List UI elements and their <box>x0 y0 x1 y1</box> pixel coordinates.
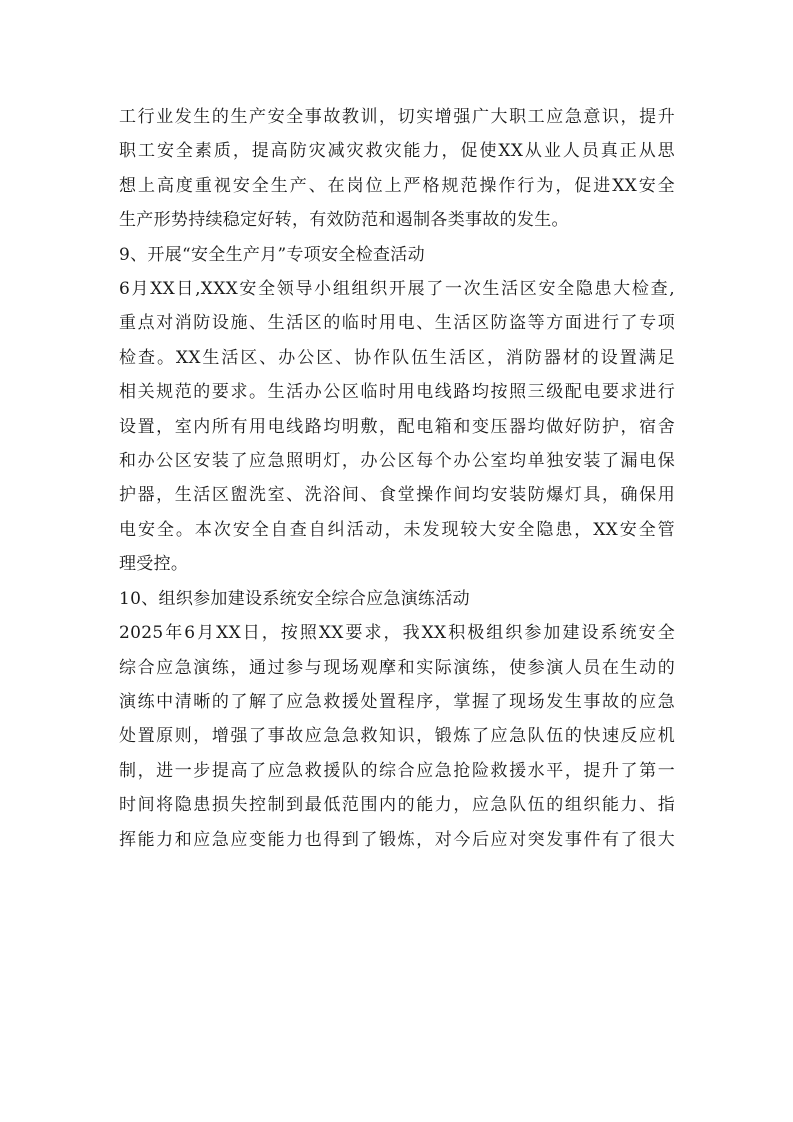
text-line: 生产形势持续稳定好转，有效防范和遏制各类事故的发生。 <box>119 210 569 231</box>
text-line: 护器，生活区盥洗室、洗浴间、食堂操作间均安装防爆灯具，确保用 <box>119 485 675 506</box>
text-line: 挥能力和应急应变能力也得到了锻炼，对今后应对突发事件有了很大 <box>119 829 675 850</box>
text-line: 2025年6月XX日，按照XX要求，我XX积极组织参加建设系统安全 <box>119 623 675 644</box>
text-line: 时间将隐患损失控制到最低范围内的能力，应急队伍的组织能力、指 <box>119 795 675 816</box>
text-line: 检查。XX生活区、办公区、协作队伍生活区，消防器材的设置满足 <box>119 347 675 368</box>
text-line: 工行业发生的生产安全事故教训，切实增强广大职工应急意识，提升 <box>119 107 675 127</box>
text-line: 6月XX日,XXX安全领导小组组织开展了一次生活区安全隐患大检查, <box>119 279 675 300</box>
text-line: 和办公区安装了应急照明灯，办公区每个办公室均单独安装了漏电保 <box>119 451 675 472</box>
text-line: 电安全。本次安全自查自纠活动，未发现较大安全隐患，XX安全管 <box>119 519 675 540</box>
text-line: 制，进一步提高了应急救援队的综合应急抢险救援水平，提升了第一 <box>119 760 675 781</box>
text-line: 理受控。 <box>119 554 189 575</box>
text-line: 设置，室内所有用电线路均明敷，配电箱和变压器均做好防护，宿舍 <box>119 416 675 437</box>
text-line: 处置原则，增强了事故应急急救知识，锻炼了应急队伍的快速反应机 <box>119 726 675 747</box>
section-heading-10: 10、组织参加建设系统安全综合应急演练活动 <box>119 588 470 609</box>
paragraph-continuation <box>119 100 675 238</box>
paragraph-section-9 <box>119 272 675 582</box>
section-heading-9: 9、开展“安全生产月”专项安全检查活动 <box>119 244 425 265</box>
text-line: 重点对消防设施、生活区的临时用电、生活区防盗等方面进行了专项 <box>119 313 675 334</box>
text-line: 演练中清晰的了解了应急救援处置程序，掌握了现场发生事故的应急 <box>119 691 675 712</box>
text-line: 想上高度重视安全生产、在岗位上严格规范操作行为，促进XX安全 <box>119 175 675 196</box>
document-body <box>119 100 675 857</box>
paragraph-section-10 <box>119 616 675 857</box>
text-line: 相关规范的要求。生活办公区临时用电线路均按照三级配电要求进行 <box>119 382 675 403</box>
text-line: 综合应急演练，通过参与现场观摩和实际演练，使参演人员在生动的 <box>119 657 675 678</box>
text-line: 职工安全素质，提高防灾减灾救灾能力，促使XX从业人员真正从思 <box>119 141 675 162</box>
